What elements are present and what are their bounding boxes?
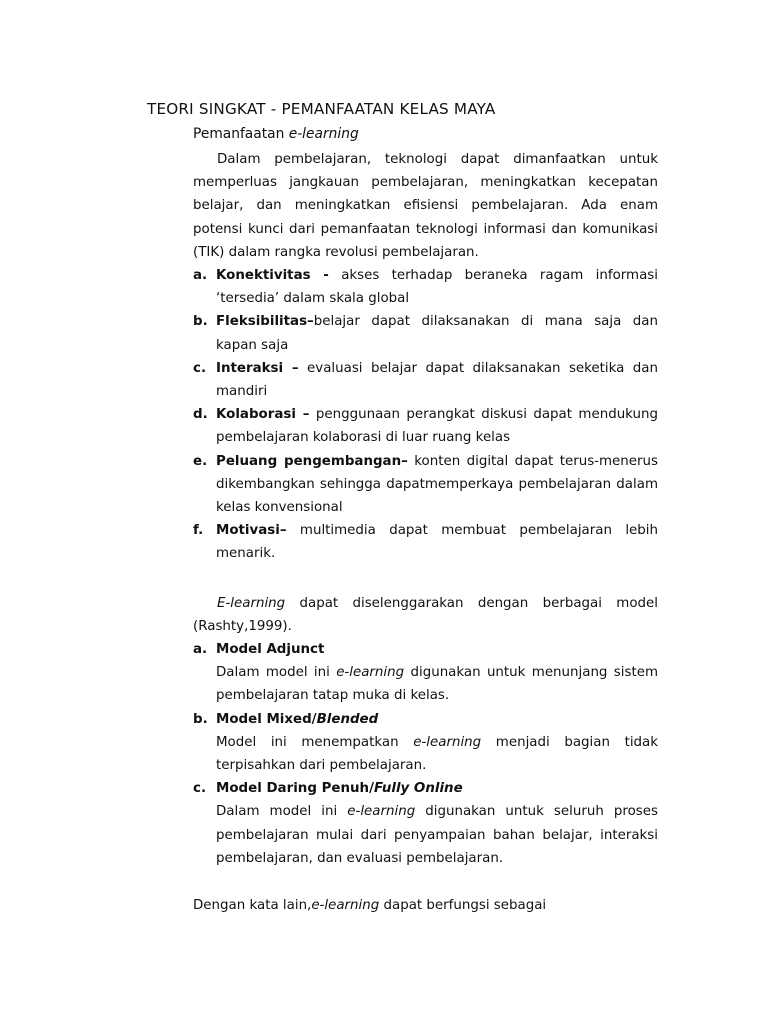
model-name: [216, 712, 378, 727]
list-letter: b.: [193, 314, 208, 330]
list-text: akses terhadap beraneka ragam informasi ‘tersedia’ dalam skala global: [216, 268, 658, 307]
list-letter: b.: [193, 711, 208, 727]
list-term: Motivasi–: [216, 523, 287, 539]
model-desc-part: Dalam model ini: [216, 804, 348, 820]
list-letter: c.: [193, 781, 207, 797]
closing-suffix: dapat berfungsi sebagai: [379, 898, 547, 913]
model-description: [216, 731, 658, 777]
list-letter: e.: [193, 453, 208, 469]
list-item: [193, 264, 658, 310]
list-text: multimedia dapat membuat pembelajaran lebih menarik.: [216, 523, 658, 562]
list-text: penggunaan perangkat diskusi dapat mendukung pembelajaran kolaborasi di luar ruang kelas: [216, 407, 658, 446]
potentials-list: [193, 264, 658, 566]
intro-paragraph: Dalam pembelajaran, teknologi dapat dimanfaatkan untuk memperluas jangkauan pembelajaran, meningkatkan kecepatan belajar, dan meningkatkan efisiensi pembelajaran. Ada enam potensi kunci dari pemanfaatan teknologi informasi dan komunikasi (TIK) dalam rangka revolusi pembelajaran.: [193, 152, 658, 260]
list-item: [193, 403, 658, 449]
list-term: Peluang pengembangan–: [216, 453, 408, 469]
models-intro-text: dapat diselenggarakan dengan berbagai model (Rashty,1999).: [193, 596, 658, 635]
closing-line: [193, 898, 546, 913]
models-intro-italic: E-learning: [217, 596, 286, 611]
model-name-text: Model Adjunct: [216, 642, 325, 657]
model-desc-part: Model ini menempatkan: [216, 734, 414, 750]
list-item: [193, 450, 658, 520]
model-description: [216, 800, 658, 870]
model-description: [216, 661, 658, 707]
list-text: konten digital dapat terus-menerus dikembangkan sehingga dapatmemperkaya pembelajaran dalam kelas konvensional: [216, 453, 658, 516]
list-text: belajar dapat dilaksanakan di mana saja dan kapan saja: [216, 314, 658, 353]
list-term: Fleksibilitas–: [216, 314, 314, 330]
model-desc-part: Dalam model ini: [216, 665, 337, 681]
list-term: Konektivitas -: [216, 268, 329, 283]
list-letter: c.: [193, 360, 207, 376]
model-desc-italic: e-learning: [413, 734, 482, 750]
model-desc-italic: e-learning: [336, 665, 405, 681]
model-item-blended: [193, 708, 658, 778]
model-name: [216, 642, 324, 657]
page-title: TEORI SINGKAT - PEMANFAATAN KELAS MAYA: [147, 100, 496, 118]
model-desc-part: digunakan untuk seluruh proses pembelajaran mulai dari penyampaian bahan belajar, interaksi pembelajaran, dan evaluasi pembelajaran.: [216, 804, 658, 866]
model-item-fully-online: [193, 777, 658, 870]
model-item-adjunct: [193, 638, 658, 708]
list-item: [193, 357, 658, 403]
list-letter: a.: [193, 642, 208, 657]
list-item: [193, 310, 658, 356]
models-intro-paragraph: [193, 592, 658, 638]
closing-italic: e-learning: [311, 898, 380, 913]
model-desc-italic: e-learning: [347, 804, 416, 820]
list-term: Kolaborasi –: [216, 407, 310, 423]
list-letter: a.: [193, 268, 208, 283]
models-list: [193, 638, 658, 870]
model-name-italic: Blended: [316, 711, 379, 727]
model-desc-part: digunakan untuk menunjang sistem pembelajaran tatap muka di kelas.: [216, 665, 658, 704]
subtitle-italic: e-learning: [288, 126, 359, 142]
list-letter: d.: [193, 407, 208, 423]
model-name: [216, 781, 463, 796]
closing-prefix: Dengan kata lain,: [193, 898, 312, 913]
subtitle-prefix: Pemanfaatan: [193, 126, 289, 142]
model-name-text: Model Mixed/: [216, 711, 317, 727]
list-letter: f.: [193, 523, 204, 539]
model-name-text: Model Daring Penuh/: [216, 781, 374, 797]
model-name-italic: Fully Online: [373, 781, 463, 797]
list-text: evaluasi belajar dapat dilaksanakan seketika dan mandiri: [216, 360, 658, 400]
list-term: Interaksi –: [216, 360, 299, 376]
model-desc-part: menjadi bagian tidak terpisahkan dari pembelajaran.: [216, 734, 659, 774]
list-item: [193, 519, 658, 565]
section-subtitle: [193, 126, 359, 142]
